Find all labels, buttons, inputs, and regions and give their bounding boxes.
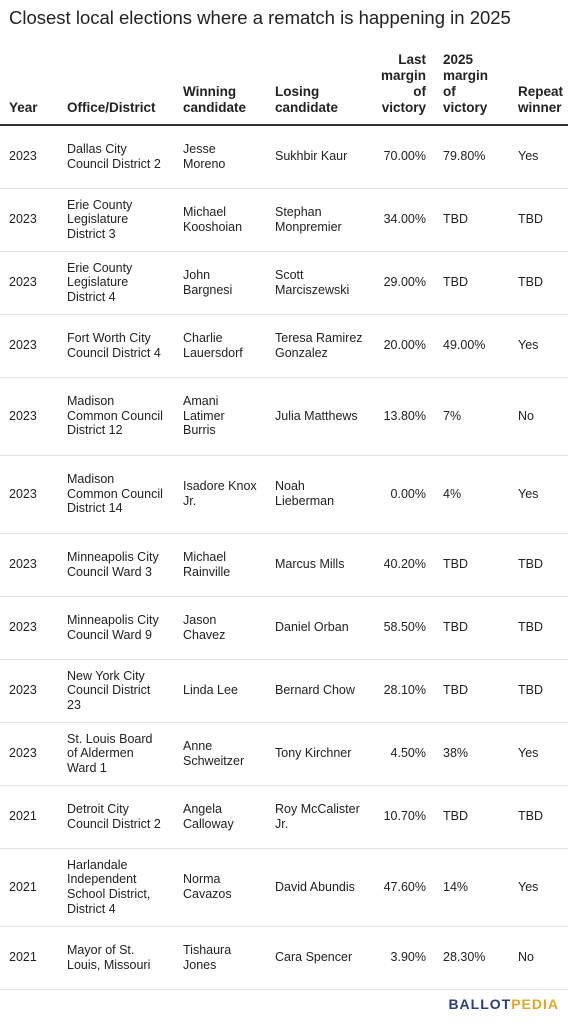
header-losing-label: Losing candidate: [275, 84, 339, 115]
cell-year: 2023: [0, 251, 58, 314]
cell-2025-margin: 38%: [434, 722, 504, 785]
cell-year: 2023: [0, 314, 58, 377]
cell-year: 2021: [0, 848, 58, 926]
header-repeat-winner: [504, 52, 568, 125]
header-office: [58, 52, 174, 125]
cell-repeat-winner: TBD: [504, 785, 568, 848]
cell-last-margin: 3.90%: [371, 926, 434, 989]
header-losing: [266, 52, 371, 125]
cell-losing: Julia Matthews: [266, 377, 371, 455]
cell-repeat-winner: No: [504, 377, 568, 455]
cell-office: Erie County Legislature District 4: [58, 251, 174, 314]
cell-winning: Norma Cavazos: [174, 848, 266, 926]
cell-losing: David Abundis: [266, 848, 371, 926]
cell-losing: Marcus Mills: [266, 533, 371, 596]
cell-repeat-winner: Yes: [504, 125, 568, 188]
elections-table: [0, 52, 568, 990]
cell-office: Minneapolis City Council Ward 9: [58, 596, 174, 659]
cell-office: Harlandale Independent School District, District 4: [58, 848, 174, 926]
cell-year: 2023: [0, 188, 58, 251]
header-office-label: Office/District: [67, 100, 156, 115]
cell-repeat-winner: TBD: [504, 596, 568, 659]
cell-repeat-winner: Yes: [504, 722, 568, 785]
cell-year: 2023: [0, 596, 58, 659]
cell-repeat-winner: No: [504, 926, 568, 989]
ballotpedia-logo: [448, 996, 559, 1012]
table-row: [0, 251, 568, 314]
cell-last-margin: 47.60%: [371, 848, 434, 926]
cell-last-margin: 28.10%: [371, 659, 434, 722]
header-last-margin: [371, 52, 434, 125]
table-row: [0, 722, 568, 785]
cell-last-margin: 29.00%: [371, 251, 434, 314]
table-row: [0, 533, 568, 596]
cell-winning: Michael Rainville: [174, 533, 266, 596]
table-body: [0, 125, 568, 989]
cell-year: 2023: [0, 125, 58, 188]
cell-year: 2021: [0, 926, 58, 989]
header-repeat-winner-label: Repeat winner: [518, 84, 564, 115]
cell-office: Minneapolis City Council Ward 3: [58, 533, 174, 596]
table-row: [0, 596, 568, 659]
cell-year: 2023: [0, 455, 58, 533]
cell-repeat-winner: TBD: [504, 251, 568, 314]
header-winning-label: Winning candidate: [183, 84, 247, 115]
cell-repeat-winner: TBD: [504, 188, 568, 251]
cell-2025-margin: TBD: [434, 251, 504, 314]
cell-losing: Sukhbir Kaur: [266, 125, 371, 188]
cell-2025-margin: TBD: [434, 659, 504, 722]
cell-losing: Noah Lieberman: [266, 455, 371, 533]
cell-winning: Jason Chavez: [174, 596, 266, 659]
cell-office: Fort Worth City Council District 4: [58, 314, 174, 377]
cell-losing: Scott Marciszewski: [266, 251, 371, 314]
cell-winning: Angela Calloway: [174, 785, 266, 848]
cell-losing: Bernard Chow: [266, 659, 371, 722]
table-row: [0, 377, 568, 455]
logo-part-ballot: BALLOT: [448, 996, 512, 1012]
cell-losing: Stephan Monpremier: [266, 188, 371, 251]
cell-losing: Cara Spencer: [266, 926, 371, 989]
cell-year: 2021: [0, 785, 58, 848]
cell-losing: Tony Kirchner: [266, 722, 371, 785]
cell-2025-margin: TBD: [434, 785, 504, 848]
logo-part-pedia: PEDIA: [511, 996, 559, 1012]
table-row: [0, 848, 568, 926]
cell-winning: Linda Lee: [174, 659, 266, 722]
cell-office: Erie County Legislature District 3: [58, 188, 174, 251]
table-row: [0, 659, 568, 722]
table-row: [0, 188, 568, 251]
header-2025-margin-label: 2025 margin of victory: [443, 52, 489, 115]
table-row: [0, 455, 568, 533]
header-year: Year: [0, 52, 58, 125]
cell-office: New York City Council District 23: [58, 659, 174, 722]
cell-office: Madison Common Council District 12: [58, 377, 174, 455]
table-row: [0, 314, 568, 377]
cell-office: Detroit City Council District 2: [58, 785, 174, 848]
cell-winning: Jesse Moreno: [174, 125, 266, 188]
cell-losing: Teresa Ramirez Gonzalez: [266, 314, 371, 377]
cell-winning: Michael Kooshoian: [174, 188, 266, 251]
cell-year: 2023: [0, 659, 58, 722]
cell-last-margin: 0.00%: [371, 455, 434, 533]
header-2025-margin: [434, 52, 504, 125]
cell-repeat-winner: TBD: [504, 533, 568, 596]
cell-winning: Anne Schweitzer: [174, 722, 266, 785]
cell-winning: Charlie Lauersdorf: [174, 314, 266, 377]
cell-2025-margin: TBD: [434, 533, 504, 596]
cell-last-margin: 40.20%: [371, 533, 434, 596]
cell-last-margin: 34.00%: [371, 188, 434, 251]
cell-last-margin: 58.50%: [371, 596, 434, 659]
cell-2025-margin: 79.80%: [434, 125, 504, 188]
cell-office: St. Louis Board of Aldermen Ward 1: [58, 722, 174, 785]
cell-year: 2023: [0, 533, 58, 596]
cell-last-margin: 13.80%: [371, 377, 434, 455]
cell-office: Dallas City Council District 2: [58, 125, 174, 188]
cell-year: 2023: [0, 722, 58, 785]
header-last-margin-label: Last margin of victory: [380, 52, 426, 115]
table-row: [0, 785, 568, 848]
cell-repeat-winner: Yes: [504, 314, 568, 377]
cell-office: Madison Common Council District 14: [58, 455, 174, 533]
header-winning: [174, 52, 266, 125]
elections-table-container: [0, 52, 568, 990]
cell-losing: Daniel Orban: [266, 596, 371, 659]
cell-2025-margin: TBD: [434, 596, 504, 659]
cell-last-margin: 4.50%: [371, 722, 434, 785]
cell-2025-margin: TBD: [434, 188, 504, 251]
cell-repeat-winner: Yes: [504, 455, 568, 533]
cell-repeat-winner: TBD: [504, 659, 568, 722]
cell-winning: Isadore Knox Jr.: [174, 455, 266, 533]
table-row: [0, 125, 568, 188]
cell-losing: Roy McCalister Jr.: [266, 785, 371, 848]
table-row: [0, 926, 568, 989]
cell-year: 2023: [0, 377, 58, 455]
cell-winning: John Bargnesi: [174, 251, 266, 314]
table-header-row: [0, 52, 568, 125]
cell-2025-margin: 7%: [434, 377, 504, 455]
cell-2025-margin: 4%: [434, 455, 504, 533]
cell-2025-margin: 14%: [434, 848, 504, 926]
cell-last-margin: 10.70%: [371, 785, 434, 848]
cell-winning: Tishaura Jones: [174, 926, 266, 989]
cell-office: Mayor of St. Louis, Missouri: [58, 926, 174, 989]
cell-winning: Amani Latimer Burris: [174, 377, 266, 455]
cell-repeat-winner: Yes: [504, 848, 568, 926]
cell-last-margin: 70.00%: [371, 125, 434, 188]
page-title: Closest local elections where a rematch is happening in 2025: [9, 7, 511, 28]
cell-last-margin: 20.00%: [371, 314, 434, 377]
cell-2025-margin: 28.30%: [434, 926, 504, 989]
cell-2025-margin: 49.00%: [434, 314, 504, 377]
